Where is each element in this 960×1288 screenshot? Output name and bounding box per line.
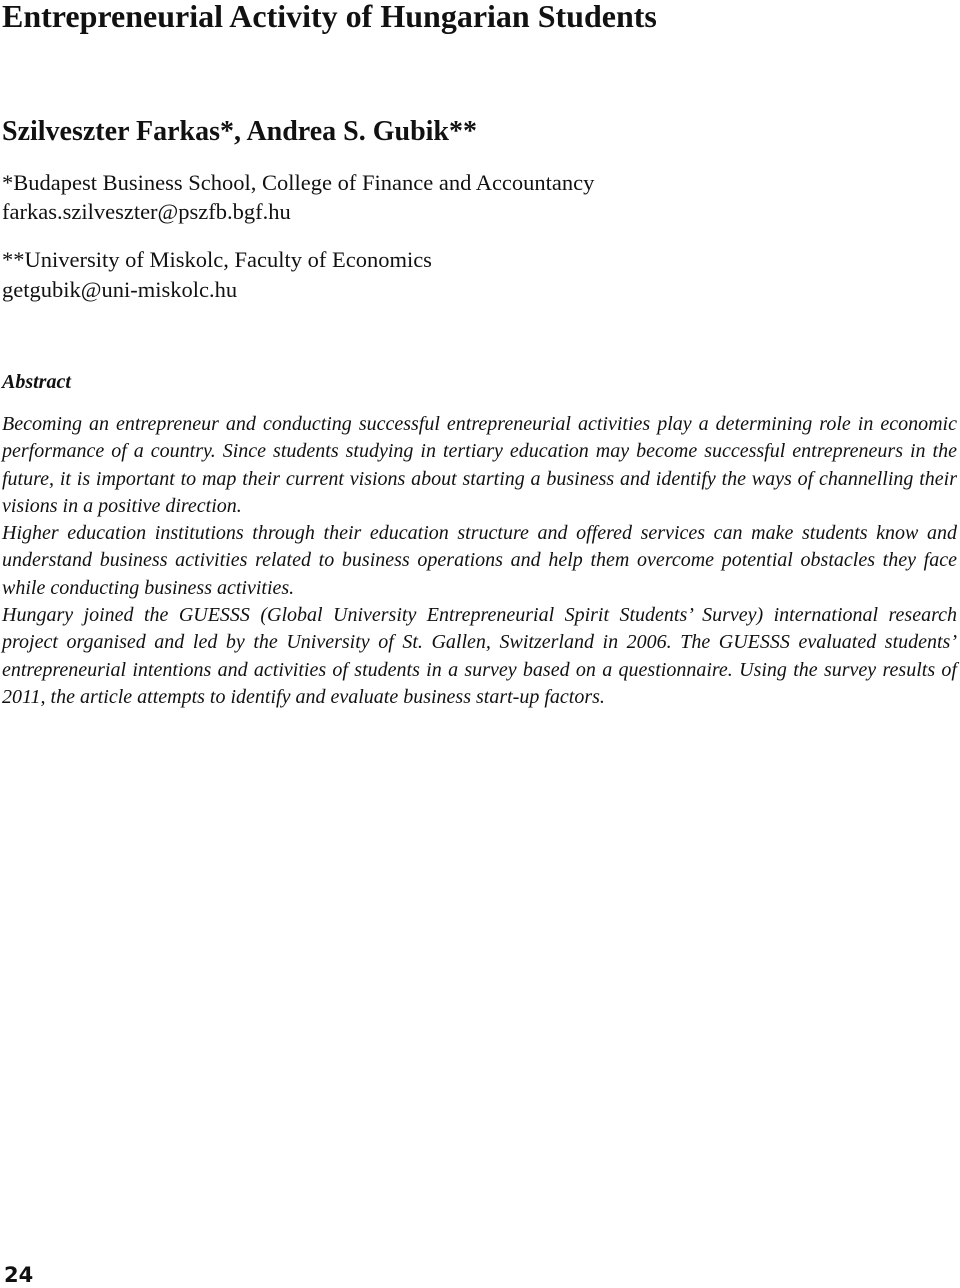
affiliation-2-email: getgubik@uni-miskolc.hu [2,277,238,302]
abstract-paragraph-2: Higher education institutions through their education structure and offered services can make students know and understand business activities related to business operations and help them overcome potential obstacles they face while conducting business activities. [2,522,957,599]
page-number: 24 [4,1263,34,1287]
abstract-heading: Abstract [2,371,71,393]
paper-title: Entrepreneurial Activity of Hungarian Students [2,0,657,34]
affiliation-2-institution: **University of Miskolc, Faculty of Economics [2,247,432,272]
abstract-paragraph-3: Hungary joined the GUESSS (Global University Entrepreneurial Spirit Students’ Survey) international research project organised and led by the University of St. Gallen, Switzerland in 2006. The GUESSS evaluated students’ entrepreneurial intentions and activities of students in a survey based on a questionnaire. Using the survey results of 2011, the article attempts to identify and evaluate business start-up factors. [2,604,957,708]
abstract-body [2,411,957,711]
affiliation-1-email: farkas.szilveszter@pszfb.bgf.hu [2,199,291,224]
abstract-paragraph-1: Becoming an entrepreneur and conducting successful entrepreneurial activities play a determining role in economic performance of a country. Since students studying in tertiary education may become successful entrepreneurs in the future, it is important to map their current visions about starting a business and identify the ways of channelling their visions in a positive direction. [2,413,957,517]
author-list: Szilveszter Farkas*, Andrea S. Gubik** [2,116,478,147]
affiliation-1-institution: *Budapest Business School, College of Finance and Accountancy [2,170,595,195]
